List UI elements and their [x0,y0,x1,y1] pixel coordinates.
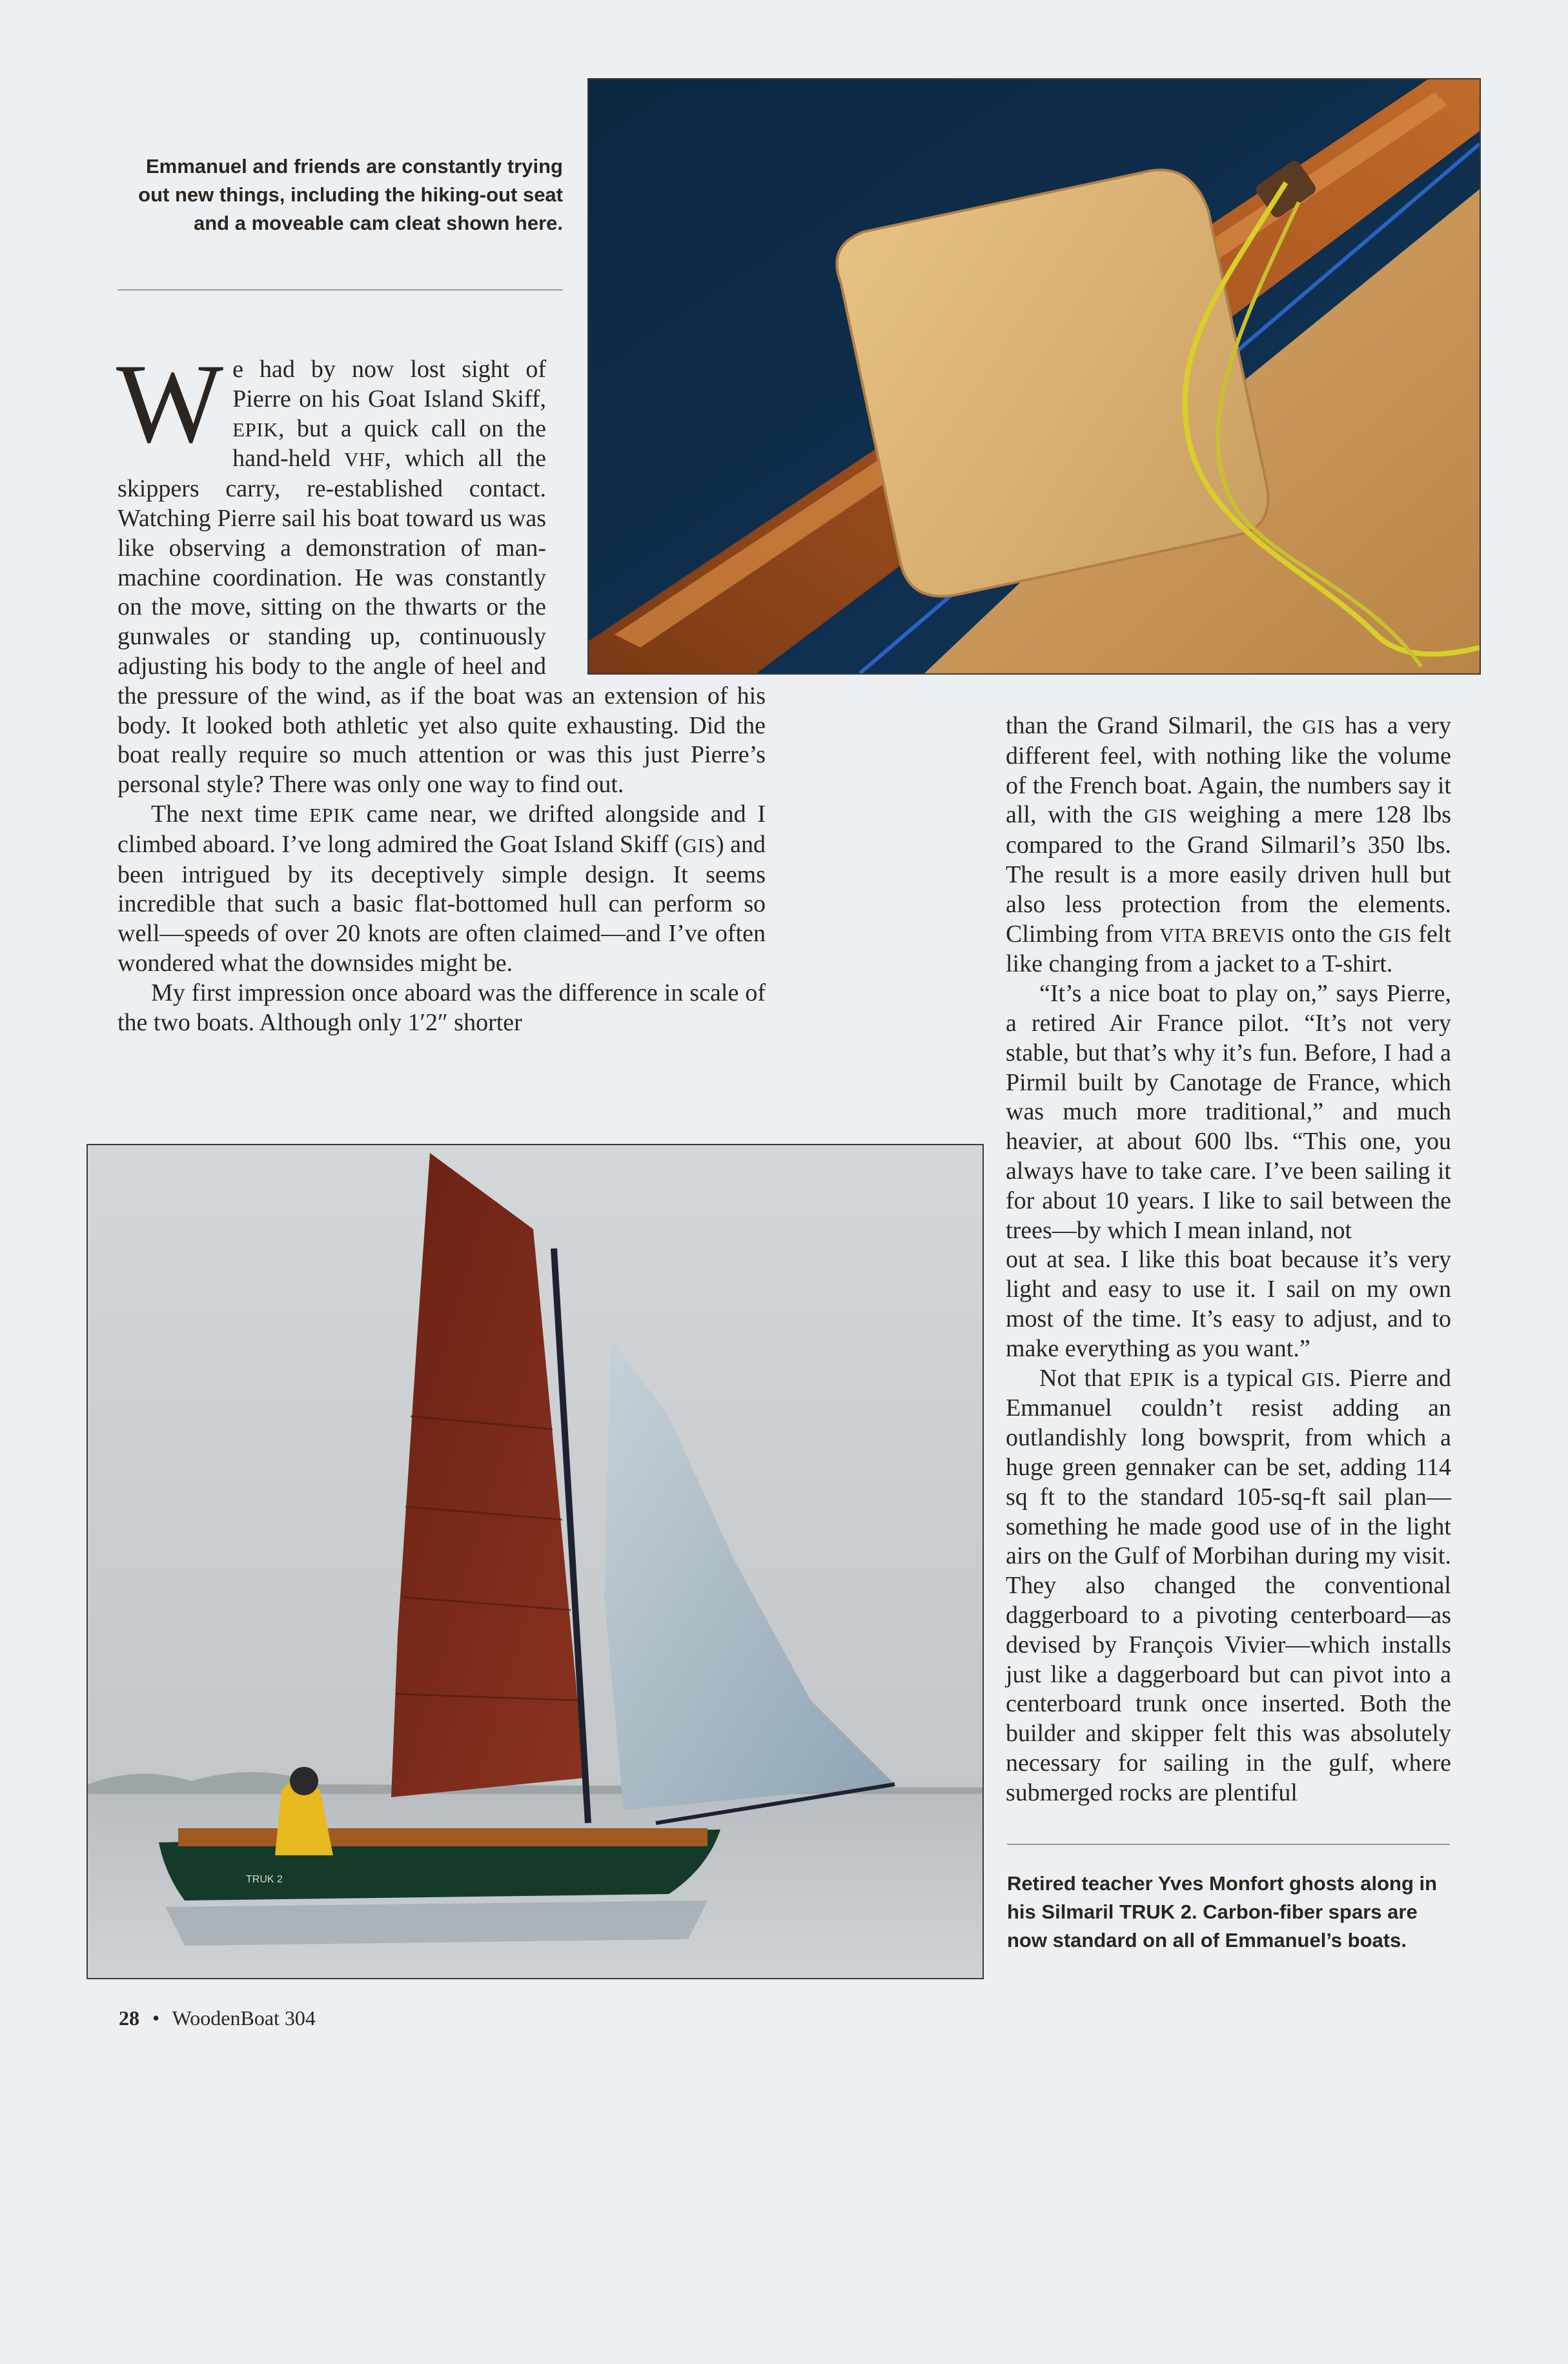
paragraph-5: “It’s a nice boat to play on,” says Pierre, a retired Air France pilot. “It’s not very stable, but that’s why it’s fun. Before, I had a Pirmil built by Canotage de France, which was much more traditional,” and much heavier, at about 600 lbs. “This one, you always have to take care. I’ve been sailing it for about 10 years. I like to sail between the trees—by which I mean inland, not [1006,980,1451,1244]
photo-silmaril-sailing [87,1144,984,1979]
paragraph-1: We had by now lost sight of Pierre on his Goat Island Skiff, EPIK, but a quick call on the hand-held VHF, which all the skippers carry, re-established contact. Watching Pierre sail his boat toward us was like observing a demonstration of man-machine coordination. He was constantly on the move, sitting on the thwarts or the gunwales or standing up, continuously adjusting his body to the angle of heel and the pressure of the wind, as if the boat was an extension of his body. It looked both athletic yet also quite exhausting. Did the boat really require so much attention or was this just Pierre’s personal style? There was only one way to find out. [116,341,766,799]
paragraph-3: My first impression once aboard was the difference in scale of the two boats. Although only 1′2″ shorter [117,979,766,1036]
varnished-topside [178,1828,708,1846]
paragraph-4: than the Grand Silmaril, the GIS has a very different feel, with nothing like the volume of the French boat. Again, the numbers say it all, with the GIS weighing a mere 128 lbs compared to the Grand Silmaril’s 350 lbs. The result is a more easily driven hull but also less protection from the elements. Climbing from VITA BREVIS onto the GIS felt like changing from a jacket to a T-shirt. [1006,712,1451,978]
sailor-head [290,1767,318,1795]
folio [119,2006,316,2030]
caption-bottom-rule [1007,1844,1450,1845]
hull-name: TRUK 2 [246,1874,283,1885]
caption-top: Emmanuel and friends are constantly trying out new things, including the hiking-out seat and a moveable cam cleat shown here. [138,155,563,234]
paragraph-6: Not that EPIK is a typical GIS. Pierre and Emmanuel couldn’t resist adding an outlandishly long bowsprit, from which a huge green gennaker can be set, adding 114 sq ft to the standard 105-sq-ft sail plan—something he made good use of in the light airs on the Gulf of Morbihan during my visit. They also changed the conventional daggerboard to a pivoting centerboard—as devised by François Vivier—which installs just like a daggerboard but can pivot into a centerboard trunk once inserted. Both the builder and skipper felt this was absolutely necessary for sailing in the gulf, where submerged rocks are plentiful [1006,1364,1451,1806]
magazine-issue: WoodenBoat 304 [172,2006,316,2030]
paragraph-2: The next time EPIK came near, we drifted alongside and I climbed aboard. I’ve long admired the Goat Island Skiff (GIS) and been intrigued by its deceptively simple design. It seems incredible that such a basic flat-bottomed hull can perform so well—speeds of over 20 knots are often claimed—and I’ve often wondered what the downsides might be. [117,800,766,977]
reflection [165,1900,708,1946]
caption-top-rule [117,289,563,290]
wrap-spacer-top-photo [546,355,766,666]
drop-cap: W [116,341,224,467]
article-column-1 [116,341,766,1037]
paragraph-5-continued: out at sea. I like this boat because it’s very light and easy to use it. I sail on my own most of the time. It’s easy to adjust, and to make everything as you want.” [1006,1246,1451,1362]
folio-bullet: • [152,2006,160,2030]
page-number: 28 [119,2006,139,2030]
caption-bottom: Retired teacher Yves Monfort ghosts along in his Silmaril TRUK 2. Carbon-fiber spars are now standard on all of Emmanuel’s boats. [1007,1872,1438,1951]
hiking-seat [831,161,1276,605]
